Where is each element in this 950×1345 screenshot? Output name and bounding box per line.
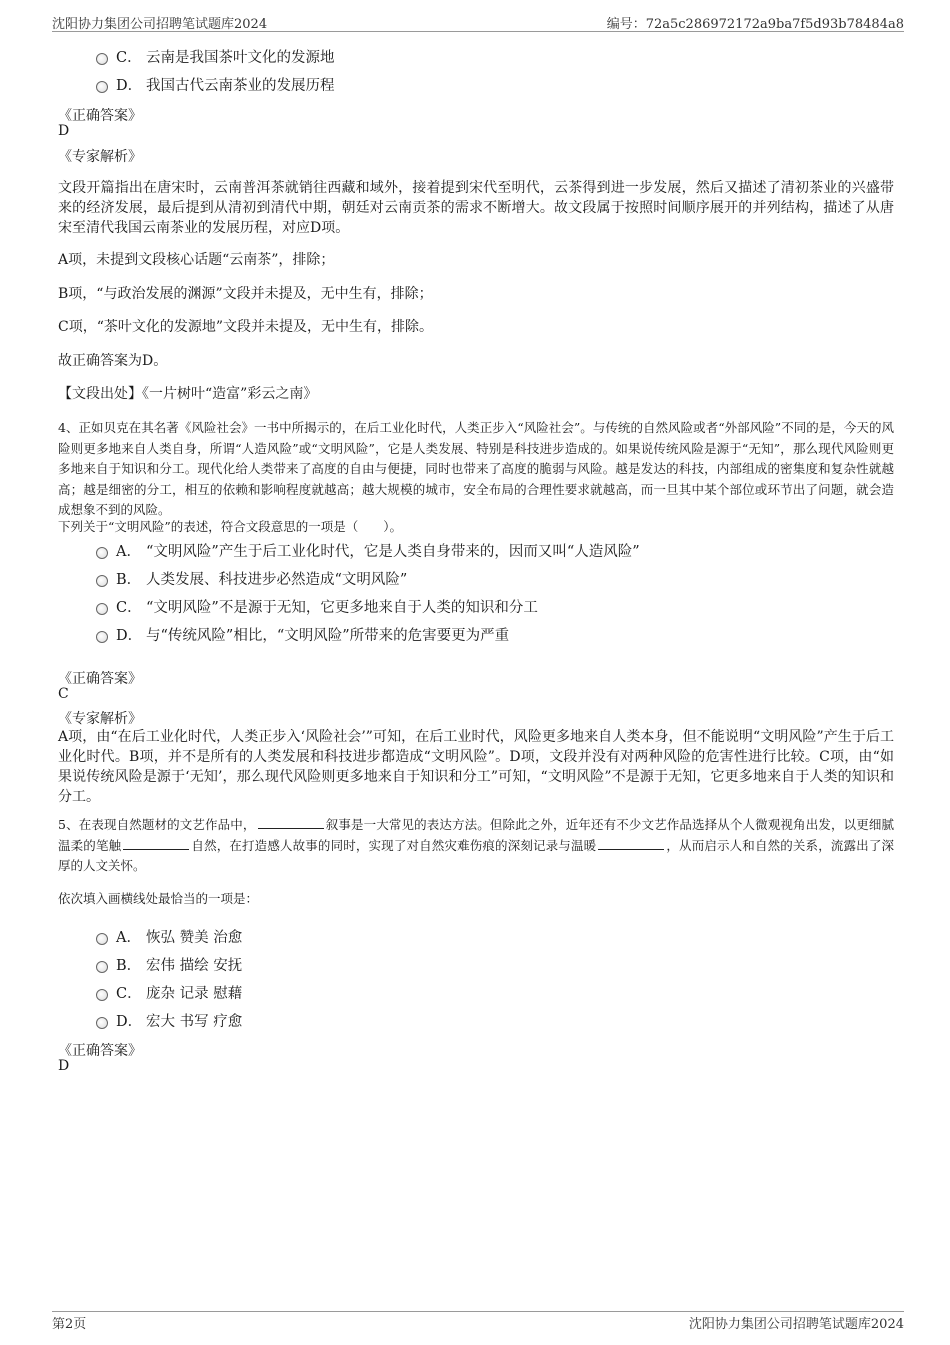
radio-icon[interactable] [96,631,108,643]
q4-stem: 4、正如贝克在其名著《风险社会》一书中所揭示的，在后工业化时代，人类正步入“风险社会”。与传统的自然风险或者“外部风险”不同的是，今天的风险则更多地来自人类自身，所谓“人造风险”或“文明风险”，它是人类发展、特别是科技进步造成的。如果说传统风险是源于“无知”，那么现代风险则更多地来自于知识和分工。现代化给人类带来了高度的自由与便捷，同时也带来了高度的脆弱与风险。越是发达的科技，内部组成的密集度和复杂性就越高；越是细密的分工，相互的依赖和影响程度就越高；越大规模的城市，安全布局的合理性要求就越高，而一旦其中某个部位或环节出了问题，就会造成想象不到的风险。 [58,420,894,517]
q4-option-b[interactable] [96,567,407,589]
option-letter: D． [116,77,143,94]
q3-source: 【文段出处】《一片树叶“造富”彩云之南》 [58,386,318,402]
q4-analysis: A项，由“在后工业化时代，人类正步入‘风险社会’”可知，在后工业时代，风险更多地来自人类本身，但不能说明“文明风险”产生于后工业化时代。B项，并不是所有的人类发展和科技进步都造成“文明风险”。D项，文段并没有对两种风险的危害性进行比较。C项，由“如果说传统风险是源于‘无知’，那么现代风险则更多地来自于知识和分工”可知，“文明风险”不是源于无知，它更多地来自于人类的知识和分工。 [58,729,894,805]
radio-icon[interactable] [96,547,108,559]
q5-stem-part-3: 自然，在打造感人故事的同时，实现了对自然灾难伤痕的深刻记录与温暖 [191,837,597,853]
radio-icon[interactable] [96,1017,108,1029]
q3-analysis-c: C项，“茶叶文化的发源地”文段并未提及，无中生有，排除。 [58,319,434,335]
q4-option-d[interactable] [96,623,509,645]
q5-option-b[interactable] [96,953,242,975]
q3-conclusion: 故正确答案为D。 [58,353,168,369]
page-number: 第2页 [52,1317,87,1332]
q4-answer-label: 《正确答案》 [58,671,142,687]
q4-analysis-label: 《专家解析》 [58,711,142,727]
radio-icon[interactable] [96,933,108,945]
q5-answer-label: 《正确答案》 [58,1043,142,1059]
q5-answer: D [58,1058,70,1074]
footer-title: 沈阳协力集团公司招聘笔试题库2024 [688,1317,904,1332]
option-letter: A． [116,543,141,560]
option-letter: A． [116,929,141,946]
q3-analysis-label: 《专家解析》 [58,149,142,165]
radio-icon[interactable] [96,81,108,93]
option-letter: B． [116,571,142,588]
header-divider [52,31,904,32]
q5-stem-part-1: 5、在表现自然题材的文艺作品中， [58,817,256,832]
radio-icon[interactable] [96,961,108,973]
q3-option-d[interactable] [96,73,335,95]
fill-blank-1 [258,816,324,829]
radio-icon[interactable] [96,989,108,1001]
q3-analysis-a: A项，未提到文段核心话题“云南茶”，排除； [58,252,335,268]
option-text: 宏大 书写 疗愈 [146,1013,243,1030]
q4-answer: C [58,686,69,702]
q5-question: 依次填入画横线处最恰当的一项是： [58,891,259,906]
document-code: 编号：72a5c286972172a9ba7f5d93b78484a8 [606,17,904,32]
q5-option-c[interactable] [96,981,242,1003]
option-letter: D． [116,1013,143,1030]
option-text: “文明风险”产生于后工业化时代，它是人类自身带来的，因而又叫“人造风险” [146,543,640,560]
option-letter: C． [116,49,142,66]
q3-answer-label: 《正确答案》 [58,108,142,124]
q3-answer: D [58,123,70,139]
fill-blank-3 [598,837,664,850]
fill-blank-2 [123,837,189,850]
radio-icon[interactable] [96,575,108,587]
q4-question: 下列关于“文明风险”的表述，符合文段意思的一项是（ ）。 [58,519,403,534]
option-text: 恢弘 赞美 治愈 [146,929,243,946]
option-text: 与“传统风险”相比，“文明风险”所带来的危害要更为严重 [146,627,510,644]
q5-stem-part-2: 叙事是一大常见的表达方法。但除此之外，近年还有不少文艺作品选择从个人微观视角出发，以更细腻温柔的笔触 [58,817,894,853]
q4-option-a[interactable] [96,539,640,561]
option-text: 云南是我国茶叶文化的发源地 [146,49,335,66]
q4-option-c[interactable] [96,595,538,617]
footer-divider [52,1311,904,1312]
option-letter: C． [116,599,142,616]
option-text: “文明风险”不是源于无知，它更多地来自于人类的知识和分工 [146,599,538,616]
radio-icon[interactable] [96,53,108,65]
option-letter: C． [116,985,142,1002]
q3-analysis-b: B项，“与政治发展的渊源”文段并未提及，无中生有，排除； [58,286,433,302]
radio-icon[interactable] [96,603,108,615]
q5-option-a[interactable] [96,925,242,947]
header-title: 沈阳协力集团公司招聘笔试题库2024 [52,17,268,32]
q5-stem-part-4: ，从而启示人和自然的关系，流露出了深厚的人文关怀。 [58,837,894,873]
option-text: 宏伟 描绘 安抚 [146,957,243,974]
option-text: 人类发展、科技进步必然造成“文明风险” [146,571,408,588]
q5-option-d[interactable] [96,1009,242,1031]
option-letter: B． [116,957,142,974]
q3-analysis-paragraph: 文段开篇指出在唐宋时，云南普洱茶就销往西藏和域外，接着提到宋代至明代，云茶得到进一步发展，然后又描述了清初茶业的兴盛带来的经济发展，最后提到从清初到清代中期，朝廷对云南贡茶的需求不断增大。故文段属于按照时间顺序展开的并列结构，描述了从唐宋至清代我国云南茶业的发展历程，对应D项。 [58,180,894,236]
option-letter: D． [116,627,143,644]
q3-option-c[interactable] [96,45,335,67]
option-text: 庞杂 记录 慰藉 [146,985,243,1002]
q5-stem [58,815,894,877]
option-text: 我国古代云南茶业的发展历程 [146,77,335,94]
